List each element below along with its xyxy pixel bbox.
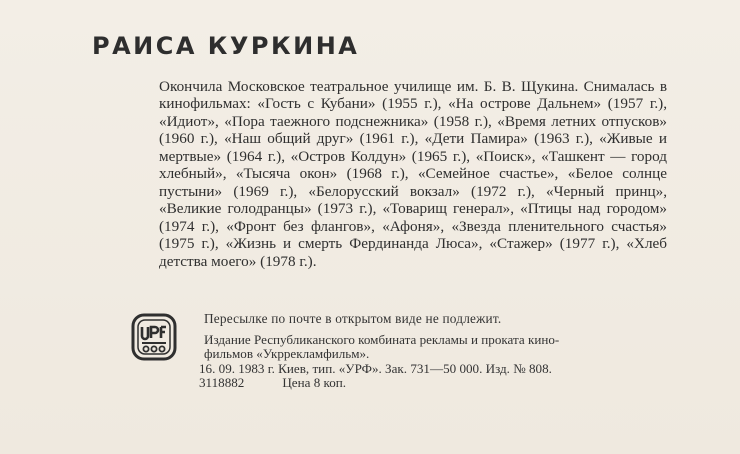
publisher-line-2: фильмов «Укррекламфильм». xyxy=(204,346,370,362)
price: Цена 8 коп. xyxy=(282,375,347,391)
biography-text: Окончила Московское театральное училище им. Б. В. Щукина. Снималась в кинофильмах: «Гость с Кубани» (1955 г.), «На острове Дальнем» (1957 г.), «Идиот», «Пора таежного подснежника» (1958 г.), «Время летних отпусков» (1960 г.), «Наш общий друг» (1961 г.), «Дети Памира» (1963 г.), «Живые и мертвые» (1964 г.), «Остров Колдун» (1965 г.), «Поиск», «Ташкент — город хлебный», «Тысяча окон» (1968 г.), «Семейное счастье», «Белое солнце пустыни» (1969 г.), «Белорусский вокзал» (1972 г.), «Черный принц», «Великие голодранцы» (1973 г.), «Товарищ генерал», «Птицы над городом» (1974 г.), «Фронт без флангов», «Афоня», «Звезда пленительного счастья» (1975 г.), «Жизнь и смерть Фердинанда Люса», «Стажер» (1977 г.), «Хлеб детства моего» (1978 г.). xyxy=(159,78,667,270)
print-info: 16. 09. 1983 г. Киев, тип. «УРФ». Зак. 731—50 000. Изд. № 808. xyxy=(199,360,552,376)
publisher-info xyxy=(199,332,674,391)
catalog-number: 3118882 xyxy=(199,375,245,391)
catalog-price-line xyxy=(199,376,674,390)
publisher-line-1: Издание Республиканского комбината рекламы и проката кино- xyxy=(204,332,560,347)
postal-note: Пересылке по почте в открытом виде не подлежит. xyxy=(204,311,502,326)
actress-name-title: РАИСА КУРКИНА xyxy=(92,32,360,60)
publisher-logo-icon xyxy=(131,313,177,361)
